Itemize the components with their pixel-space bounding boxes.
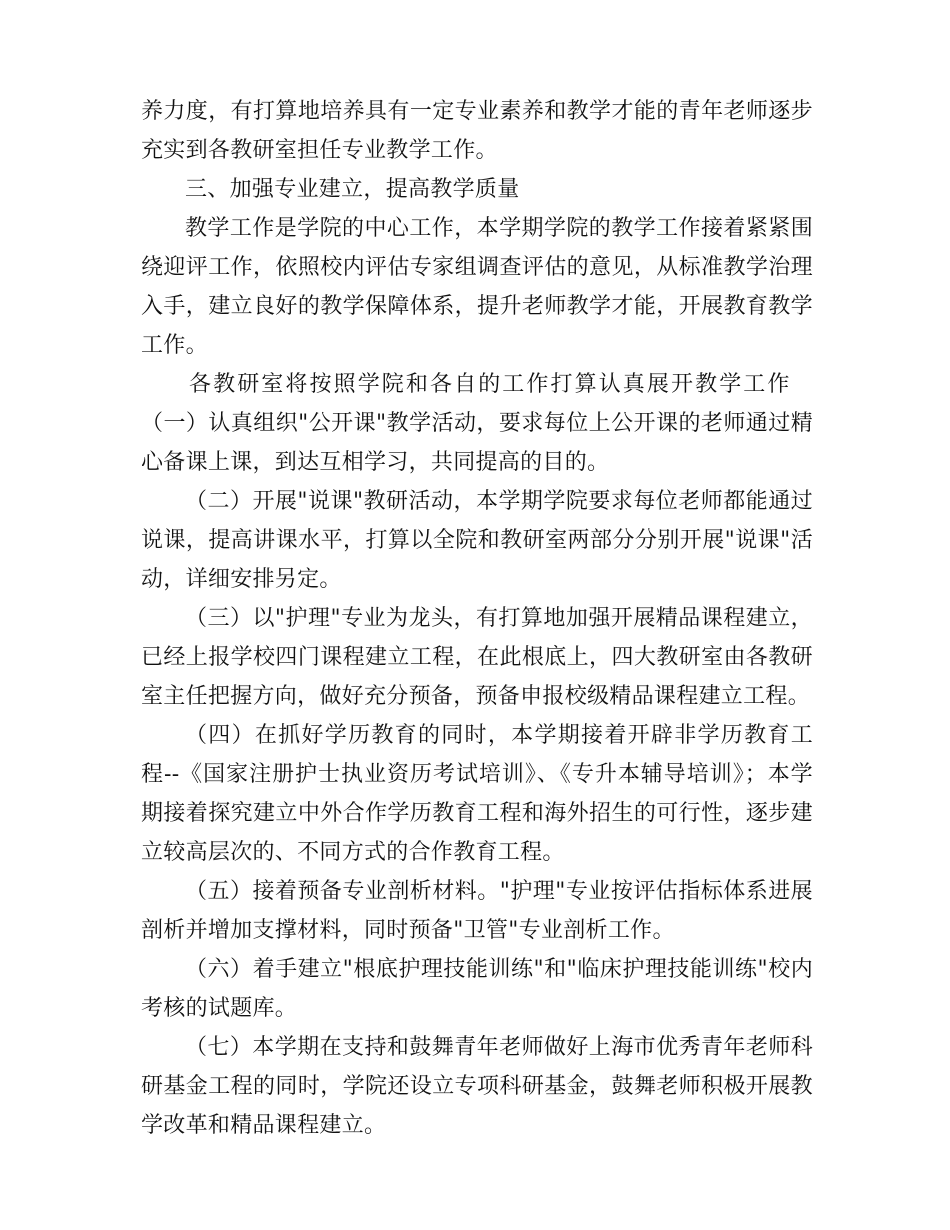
list-item-7: （七）本学期在支持和鼓舞青年老师做好上海市优秀青年老师科研基金工程的同时，学院还设立专项科研基金，鼓舞老师积极开展教学改革和精品课程建立。 [141,1035,813,1138]
list-item-3: （三）以"护理"专业为龙头，有打算地加强开展精品课程建立，已经上报学校四门课程建立工程，在此根底上，四大教研室由各教研室主任把握方向，做好充分预备，预备申报校级精品课程建立工程。 [141,606,813,709]
list-item-5: （五）接着预备专业剖析材料。"护理"专业按评估指标体系进展剖析并增加支撑材料，同时预备"卫管"专业剖析工作。 [141,879,813,943]
paragraph-departments: 各教研室将按照学院和各自的工作打算认真展开教学工作 [189,372,792,397]
paragraph-teaching-center: 教学工作是学院的中心工作，本学期学院的教学工作接着紧紧围绕迎评工作，依照校内评估专家组调查评估的意见，从标准教学治理入手，建立良好的教学保障体系，提升老师教学才能，开展教育教学工作。 [141,216,813,358]
list-item-6: （六）着手建立"根底护理技能训练"和"临床护理技能训练"校内考核的试题库。 [141,957,813,1021]
document-body [141,92,813,1145]
paragraph-continuation: 养力度，有打算地培养具有一定专业素养和教学才能的青年老师逐步充实到各教研室担任专业教学工作。 [141,99,813,163]
list-item-1: （一）认真组织"公开课"教学活动，要求每位上公开课的老师通过精心备课上课，到达互相学习，共同提高的目的。 [141,411,813,475]
list-item-4: （四）在抓好学历教育的同时，本学期接着开辟非学历教育工程--《国家注册护士执业资历考试培训》、《专升本辅导培训》；本学期接着探究建立中外合作学历教育工程和海外招生的可行性，逐步建立较高层次的、不同方式的合作教育工程。 [141,723,813,865]
list-item-2: （二）开展"说课"教研活动，本学期学院要求每位老师都能通过说课，提高讲课水平，打算以全院和教研室两部分分别开展"说课"活动，详细安排另定。 [141,489,813,592]
section-heading: 三、加强专业建立，提高教学质量 [185,177,520,202]
